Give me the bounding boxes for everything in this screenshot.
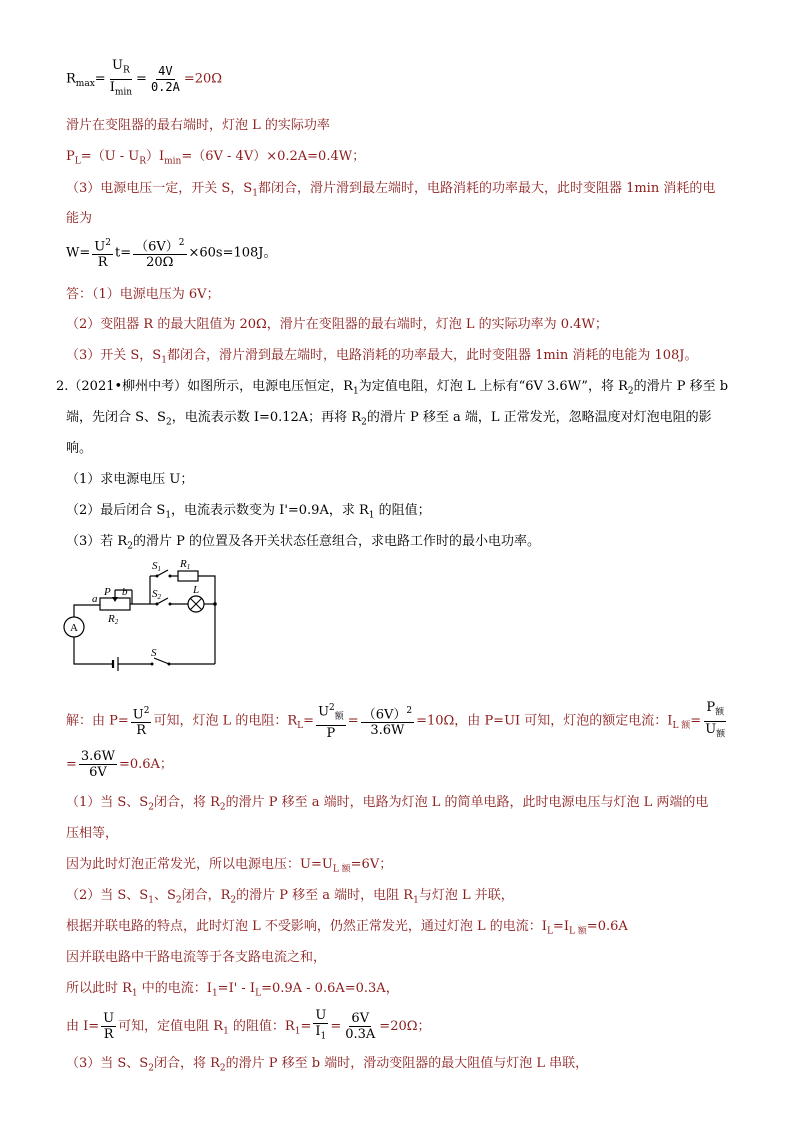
sub: 2 (148, 802, 154, 813)
sub: 2 (175, 895, 182, 906)
text: 解：由 P= (66, 713, 129, 729)
sub: 1 (320, 1031, 327, 1042)
sup: 2 (329, 703, 335, 714)
fraction-den: I (109, 79, 115, 95)
eq-text: = (94, 71, 106, 87)
fraction (703, 700, 727, 742)
sub: L 额 (568, 926, 587, 937)
sub: 1 (413, 895, 419, 906)
fraction-den: R (136, 723, 147, 739)
answer-line: 答：（1）电源电压为 6V； (66, 287, 220, 302)
fraction-num: （6V） (135, 239, 179, 255)
text: 所以此时 R (66, 981, 132, 996)
sub: 1 (252, 188, 258, 199)
fraction (79, 749, 117, 780)
fraction-den: P (326, 726, 336, 742)
fraction-den: 0.3A (345, 1026, 376, 1042)
sub: L (546, 926, 553, 937)
sub: 1 (211, 988, 218, 999)
solution-line (66, 887, 514, 910)
fraction-den: 6V (89, 765, 107, 780)
eq-text: ）I (145, 149, 165, 164)
text: 因为此时灯泡正常发光，所以电源电压：U=U (66, 857, 333, 872)
eq-sup: 2 (178, 238, 185, 248)
fraction-den: U (705, 721, 717, 737)
solution-line (66, 1055, 588, 1078)
sub: 2 (127, 541, 133, 552)
eq-sub: max (75, 79, 95, 90)
text: =6V； (350, 857, 393, 872)
text: 、S (153, 888, 176, 903)
text: 可知，灯泡 L 的电阻：R (153, 713, 298, 729)
text: 由 I= (66, 1018, 100, 1034)
text: 的滑片 P 移至 b (633, 379, 729, 394)
text: （3）电源电压一定，开关 S，S (66, 181, 253, 196)
sub: 2 (230, 895, 237, 906)
ammeter-label: A (70, 622, 78, 634)
wire (74, 642, 113, 664)
text: 与灯泡 L 并联， (418, 888, 514, 903)
solution-line (66, 980, 399, 1003)
eq-text: =（U - U (80, 149, 140, 164)
pl-equation (66, 148, 365, 171)
fraction (133, 236, 186, 270)
text: 都闭合，滑片滑到最左端时，电路消耗的功率最大，此时变阻器 1min 消耗的电能为 108J。 (166, 348, 698, 363)
solution-line (66, 794, 708, 817)
eq-text: W= (66, 245, 91, 261)
solution-line (66, 749, 173, 780)
text: 的滑片 P 移至 a 端时，电阻 R (236, 888, 414, 903)
eq-text: R (66, 71, 76, 87)
fraction (149, 64, 182, 95)
text: 闭合，将 R (153, 795, 220, 810)
text: （1）当 S、S (66, 795, 149, 810)
text: （3）当 S、S (66, 1056, 149, 1071)
fraction-den: 0.2A (150, 79, 180, 94)
sub: 额 (716, 729, 726, 740)
sub: L 额 (332, 864, 351, 875)
eq-sup: 2 (105, 238, 111, 248)
text: 的阻值； (374, 503, 431, 518)
sub: 2 (219, 802, 226, 813)
fraction-num: 4V (158, 63, 173, 78)
label-s: S (151, 647, 157, 659)
fraction (313, 1008, 328, 1045)
text: 的滑片 P 移至 a 端，L 正常发光，忽略温度对灯泡电阻的影 (366, 410, 712, 425)
fraction-num: 3.6W (80, 749, 115, 764)
label-r2: R2 (108, 613, 119, 626)
question-line: （1）求电源电压 U； (66, 472, 194, 487)
sub: 1 (148, 895, 154, 906)
text: 为定值电阻，灯泡 L 上标有“6V 3.6W”，将 R (358, 379, 628, 394)
text-line: 滑片在变阻器的最右端时，灯泡 L 的实际功率 (66, 118, 330, 133)
text: = (347, 713, 359, 729)
text: = (690, 713, 702, 729)
text: =I' - I (217, 981, 256, 996)
fraction-den: 3.6W (370, 723, 405, 739)
text: =10Ω，由 P=UI 可知，灯泡的额定电流：I (416, 713, 673, 729)
sub: 2 (627, 386, 634, 397)
label-b: b (122, 586, 128, 598)
text: （3）若 R (66, 534, 128, 549)
question-line (66, 533, 540, 556)
sub: 1 (131, 988, 138, 999)
question-line (66, 502, 431, 525)
text: 中的电流：I (137, 981, 212, 996)
text: =I (552, 919, 569, 934)
text: =0.6A (586, 919, 628, 934)
eq-text: t= (114, 245, 132, 261)
label-r1: R1 (180, 558, 191, 571)
text: =20Ω； (379, 1018, 431, 1034)
fraction (361, 704, 414, 738)
text: 端，先闭合 S、S (66, 410, 166, 425)
fraction-num: U (132, 707, 144, 723)
text: ，电流表示数变为 I'=0.9A，求 R (171, 503, 369, 518)
sub: L (297, 721, 304, 732)
w-equation (66, 236, 277, 270)
fraction (316, 701, 346, 741)
text: 的滑片 P 移至 b 端时，滑动变阻器的最大阻值与灯泡 L 串联， (225, 1056, 589, 1071)
solution-line (66, 1008, 431, 1045)
rmax-equation (66, 58, 222, 100)
circuit-diagram (60, 556, 230, 674)
text: 根据并联电路的特点，此时灯泡 L 不受影响，仍然正常发光，通过灯泡 L 的电流：I (66, 919, 547, 934)
solution-line (66, 856, 392, 879)
text: （3）开关 S，S (66, 348, 162, 363)
text: （2）当 S、S (66, 888, 149, 903)
text: 的阻值：R (228, 1018, 295, 1034)
fraction-den: R (97, 255, 108, 271)
sub: L 额 (672, 721, 691, 732)
sub: 额 (334, 712, 344, 723)
label-a: a (92, 593, 98, 605)
question-line (66, 409, 712, 432)
text: 闭合，R (181, 888, 231, 903)
text-line (66, 180, 715, 203)
label-s2: S2 (152, 588, 161, 601)
eq-text: =（6V - 4V）×0.2A=0.4W； (181, 149, 366, 164)
text: （2）最后闭合 S (66, 503, 166, 518)
fraction-num: U (315, 1008, 327, 1023)
eq-sub: min (164, 156, 182, 167)
text: = (300, 1018, 312, 1034)
sub: 1 (161, 355, 167, 366)
eq-sub: R (139, 156, 146, 167)
text-line: 能为 (66, 211, 93, 226)
text: ，电流表示数 I=0.12A；再将 R (171, 410, 362, 425)
fraction-num: P (706, 700, 716, 715)
resistor-r1 (178, 571, 198, 581)
fraction-num: U (318, 704, 330, 720)
sub: 1 (352, 386, 359, 397)
eq-sub: R (122, 65, 130, 76)
text: 闭合，将 R (153, 1056, 220, 1071)
sub: 1 (223, 1026, 229, 1037)
fraction (108, 58, 134, 100)
eq-text: P (66, 149, 75, 164)
text: =0.9A - 0.6A=0.3A， (261, 981, 399, 996)
eq-sub: L (74, 156, 81, 167)
text: 都闭合，滑片滑到最左端时，电路消耗的功率最大，此时变阻器 1min 消耗的电 (257, 181, 716, 196)
fraction-den: I (315, 1024, 321, 1039)
text: =0.6A； (118, 757, 173, 772)
eq-text: = (136, 71, 147, 87)
fraction (101, 1011, 116, 1042)
sup: 2 (143, 705, 150, 716)
sub: 2 (219, 1063, 226, 1074)
answer-line: （2）变阻器 R 的最大阻值为 20Ω，滑片在变阻器的最右端时，灯泡 L 的实际功率为 0.4W； (66, 317, 608, 332)
solution-line (66, 700, 729, 742)
eq-sub: min (114, 87, 133, 98)
wire (74, 605, 100, 612)
sub: 2 (148, 1063, 154, 1074)
fraction (92, 236, 113, 270)
sub: 1 (165, 510, 172, 521)
text: = (66, 757, 77, 772)
label-p: P (104, 586, 111, 598)
eq-result: =20Ω (183, 71, 223, 87)
text: = (330, 1018, 342, 1034)
question-line (56, 378, 728, 401)
fraction-num: U (111, 58, 123, 73)
eq-text: ×60s=108J。 (188, 245, 277, 261)
fraction-num: U (94, 239, 106, 255)
fraction-den: 20Ω (146, 255, 174, 271)
fraction (131, 704, 152, 738)
label-s1: S1 (152, 560, 161, 573)
solution-line: 压相等， (66, 826, 119, 841)
fraction-num: 6V (351, 1010, 370, 1026)
solution-line: 因并联电路中干路电流等于各支路电流之和， (66, 950, 327, 965)
sub: 1 (294, 1026, 301, 1037)
fraction-den: R (103, 1026, 114, 1042)
sub: 2 (165, 417, 172, 428)
sub: 1 (368, 510, 375, 521)
sub: 额 (715, 707, 725, 718)
text: 的滑片 P 移至 a 端时，电路为灯泡 L 的简单电路，此时电源电压与灯泡 L 两端的电 (225, 795, 709, 810)
text: 的滑片 P 的位置及各开关状态任意组合，求电路工作时的最小电功率。 (132, 534, 540, 549)
answer-line (66, 347, 698, 370)
fraction-num: （6V） (362, 707, 407, 723)
question-line: 响。 (66, 441, 93, 456)
fraction (343, 1011, 377, 1042)
solution-line (66, 918, 628, 941)
text: 2.（2021•柳州中考）如图所示，电源电压恒定，R (56, 379, 353, 394)
sub: 2 (361, 417, 367, 428)
sub: L (255, 988, 262, 999)
fraction-num: U (103, 1010, 115, 1026)
text: = (303, 713, 315, 729)
slider-arrow (112, 597, 118, 602)
text: 可知，定值电阻 R (118, 1018, 224, 1034)
label-l: L (193, 584, 200, 596)
sup: 2 (406, 705, 413, 716)
